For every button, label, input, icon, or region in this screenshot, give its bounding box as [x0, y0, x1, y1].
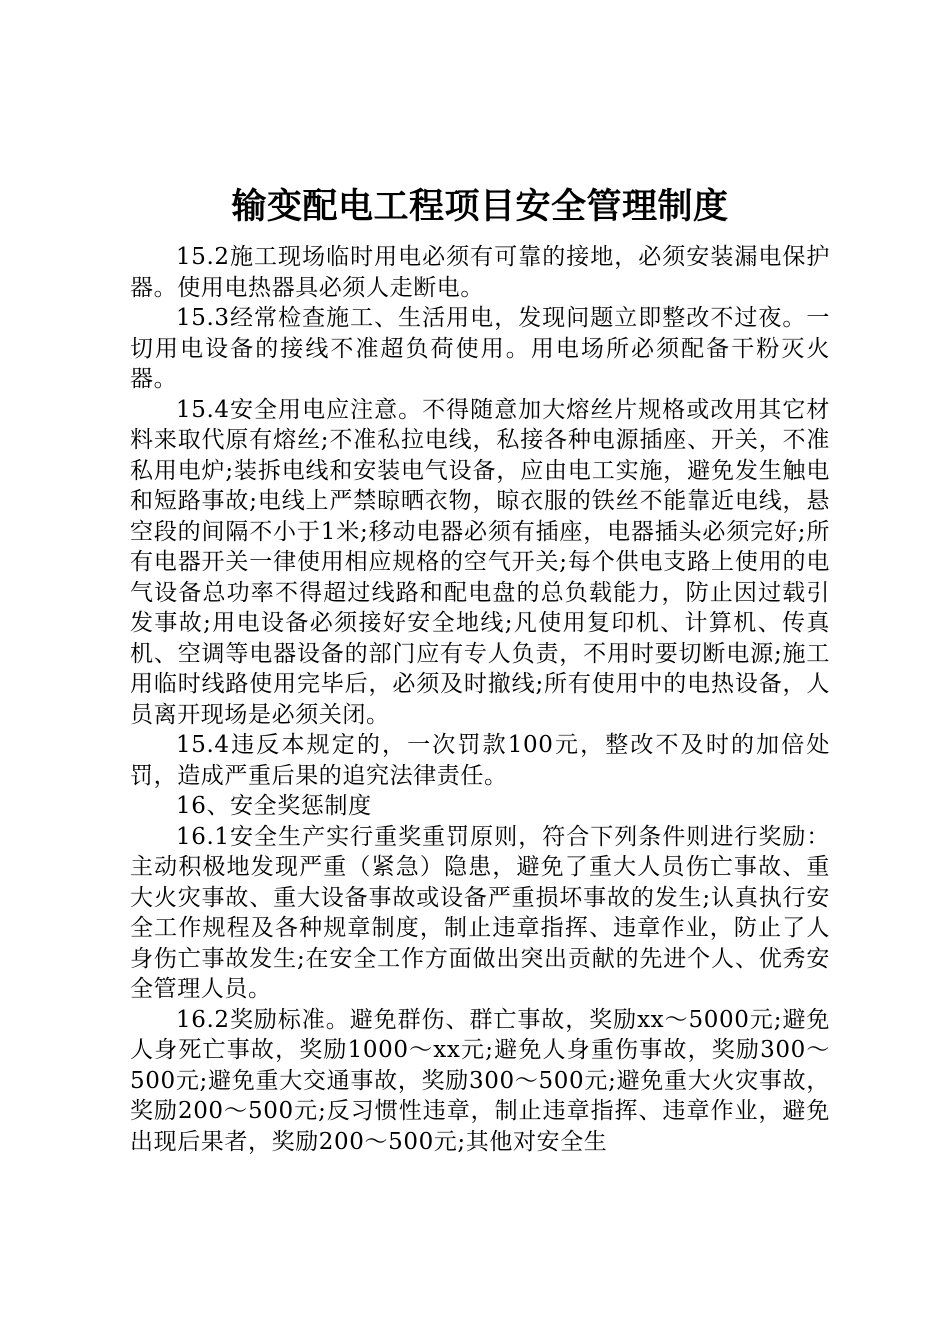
paragraph-15-4-safety: 15.4安全用电应注意。不得随意加大熔丝片规格或改用其它材料来取代原有熔丝;不准私拉电线，私接各种电源插座、开关，不准私用电炉;装拆电线和安装电气设备，应由电工实施，避免发生触电和短路事故;电线上严禁晾晒衣物，晾衣服的铁丝不能靠近电线，悬空段的间隔不小于1米;移动电器必须有插座，电器插头必须完好;所有电器开关一律使用相应规格的空气开关;每个供电支路上使用的电气设备总功率不得超过线路和配电盘的总负载能力，防止因过载引发事故;用电设备必须接好安全地线;凡使用复印机、计算机、传真机、空调等电器设备的部门应有专人负责，不用时要切断电源;施工用临时线路使用完毕后，必须及时撤线;所有使用中的电热设备，人员离开现场是必须关闭。 — [130, 396, 830, 728]
document-body — [130, 242, 830, 1157]
section-heading-16: 16、安全奖惩制度 — [176, 793, 372, 819]
paragraph-15-3: 15.3经常检查施工、生活用电，发现问题立即整改不过夜。一切用电设备的接线不准超负荷使用。用电场所必须配备干粉灭火器。 — [130, 305, 830, 392]
paragraph-15-4-penalty: 15.4违反本规定的，一次罚款100元，整改不及时的加倍处罚，造成严重后果的追究法律责任。 — [130, 732, 830, 789]
paragraph-15-2: 15.2施工现场临时用电必须有可靠的接地，必须安装漏电保护器。使用电热器具必须人走断电。 — [130, 244, 830, 301]
document-title: 输变配电工程项目安全管理制度 — [231, 186, 729, 227]
document-page — [130, 182, 830, 1157]
paragraph-16-1: 16.1安全生产实行重奖重罚原则，符合下列条件则进行奖励：主动积极地发现严重（紧急）隐患，避免了重大人员伤亡事故、重大火灾事故、重大设备事故或设备严重损坏事故的发生;认真执行安全工作规程及各种规章制度，制止违章指挥、违章作业，防止了人身伤亡事故发生;在安全工作方面做出突出贡献的先进个人、优秀安全管理人员。 — [130, 823, 830, 1002]
paragraph-16-2: 16.2奖励标准。避免群伤、群亡事故，奖励xx～5000元;避免人身死亡事故，奖励1000～xx元;避免人身重伤事故，奖励300～500元;避免重大交通事故，奖励300～500元;避免重大火灾事故，奖励200～500元;反习惯性违章，制止违章指挥、违章作业，避免出现后果者，奖励200～500元;其他对安全生 — [130, 1006, 830, 1155]
